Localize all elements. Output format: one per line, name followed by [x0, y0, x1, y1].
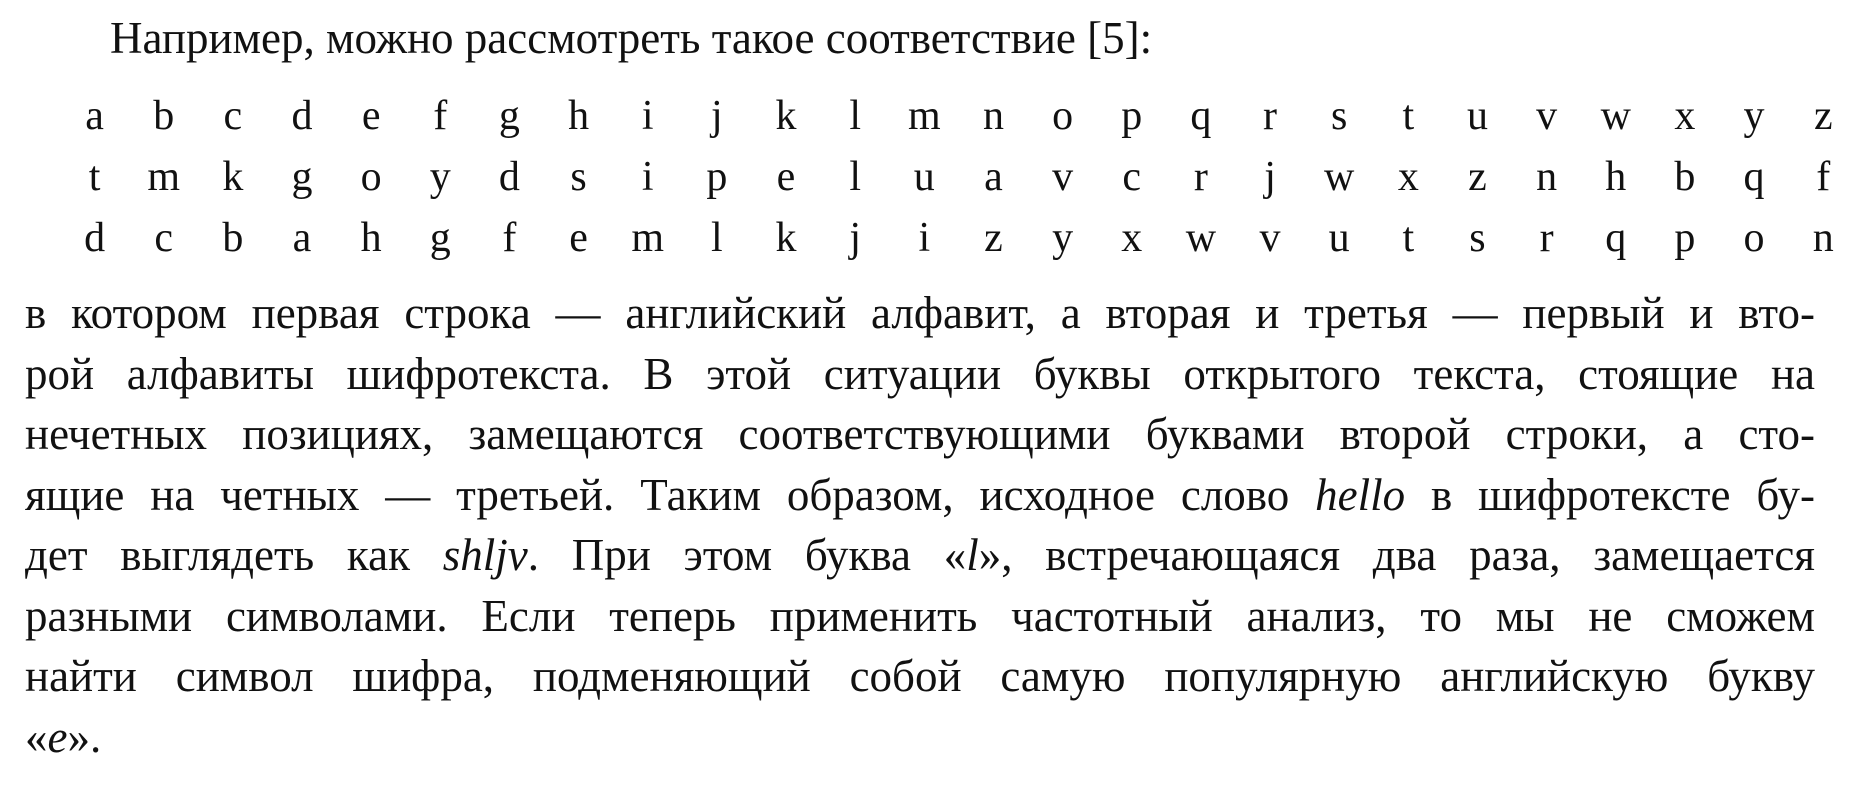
- alphabet-cell: h: [1605, 153, 1627, 200]
- italic-word: hello: [1315, 469, 1406, 520]
- alphabet-cell: b: [1674, 153, 1696, 200]
- alphabet-correspondence-table: [60, 85, 1858, 268]
- alphabet-cell: a: [292, 214, 312, 261]
- alphabet-cell: i: [641, 153, 654, 200]
- alphabet-cell: y: [1052, 214, 1074, 261]
- alphabet-cell: e: [361, 92, 381, 139]
- alphabet-cell: g: [498, 92, 520, 139]
- alphabet-row: [60, 207, 1858, 268]
- paragraph-line: в котором первая строка — английский алфавит, а вторая и третья — первый и вто-: [25, 288, 1815, 338]
- text-run: в шифротексте бу-: [1405, 469, 1815, 520]
- alphabet-cell: v: [1052, 153, 1074, 200]
- text-run: ящие на четных — третьей. Таким образом, исходное слово: [25, 469, 1316, 520]
- alphabet-cell: x: [1674, 92, 1696, 139]
- alphabet-cell: y: [1743, 92, 1765, 139]
- alphabet-cell: w: [1600, 92, 1631, 139]
- alphabet-cell: k: [775, 92, 797, 139]
- italic-word: shljv: [442, 530, 528, 580]
- alphabet-cell: x: [1121, 214, 1143, 261]
- alphabet-cell: z: [1468, 153, 1487, 200]
- text-run: . При этом буква «: [527, 530, 967, 580]
- alphabet-cell: m: [907, 92, 941, 139]
- alphabet-cell: b: [222, 214, 244, 261]
- alphabet-cell: k: [775, 214, 797, 261]
- paragraph-line: нечетных позициях, замещаются соответствующими буквами второй строки, а сто-: [25, 409, 1815, 459]
- alphabet-cell: h: [568, 92, 590, 139]
- alphabet-cell: t: [88, 153, 101, 200]
- alphabet-cell: t: [1402, 92, 1415, 139]
- alphabet-cell: p: [1674, 214, 1696, 261]
- alphabet-cell: a: [984, 153, 1003, 200]
- alphabet-cell: r: [1263, 92, 1278, 139]
- text-run: «: [25, 711, 48, 762]
- italic-letter: e: [47, 711, 68, 762]
- alphabet-cell: c: [223, 92, 243, 139]
- alphabet-cell: v: [1259, 214, 1281, 261]
- alphabet-cell: n: [1536, 153, 1558, 200]
- alphabet-row: [60, 146, 1858, 207]
- paragraph-line: [25, 465, 1815, 526]
- alphabet-cell: v: [1536, 92, 1558, 139]
- paragraph-line: [25, 525, 1815, 586]
- alphabet-cell: l: [849, 153, 861, 200]
- alphabet-cell: d: [291, 92, 313, 139]
- alphabet-cell: w: [1185, 214, 1217, 261]
- alphabet-cell: j: [849, 214, 861, 261]
- alphabet-cell: o: [1052, 92, 1074, 139]
- alphabet-cell: f: [502, 214, 517, 261]
- alphabet-cell: j: [1264, 153, 1276, 200]
- alphabet-row: [60, 85, 1858, 146]
- paragraph-line: найти символ шифра, подменяющий собой самую популярную английскую букву: [25, 651, 1815, 701]
- alphabet-cell: e: [776, 153, 796, 200]
- alphabet-cell: u: [1328, 214, 1350, 261]
- text-run: », встречающаяся два раза, замещается: [978, 530, 1815, 580]
- alphabet-cell: y: [429, 153, 451, 200]
- alphabet-cell: x: [1397, 153, 1419, 200]
- alphabet-cell: z: [984, 214, 1003, 261]
- alphabet-cell: p: [706, 153, 728, 200]
- alphabet-cell: f: [1816, 153, 1831, 200]
- paragraph-line: рой алфавиты шифротекста. В этой ситуации буквы открытого текста, стоящие на: [25, 348, 1815, 399]
- alphabet-cell: m: [147, 153, 181, 200]
- alphabet-cell: m: [631, 214, 665, 261]
- alphabet-cell: c: [154, 214, 174, 261]
- italic-letter: l: [966, 530, 979, 580]
- alphabet-cell: s: [1469, 214, 1486, 261]
- alphabet-cell: c: [1122, 153, 1142, 200]
- alphabet-cell: d: [498, 153, 520, 200]
- alphabet-cell: i: [918, 214, 931, 261]
- alphabet-cell: r: [1539, 214, 1554, 261]
- text-run: дет выглядеть как: [25, 530, 443, 580]
- paragraph-line: разными символами. Если теперь применить частотный анализ, то мы не сможем: [25, 590, 1815, 641]
- alphabet-cell: u: [913, 153, 935, 200]
- alphabet-cell: s: [1330, 92, 1348, 139]
- alphabet-cell: n: [1812, 214, 1834, 261]
- alphabet-cell: l: [849, 92, 861, 139]
- paragraph-line: [25, 707, 1815, 768]
- alphabet-cell: p: [1121, 92, 1143, 139]
- alphabet-cell: g: [429, 214, 451, 261]
- alphabet-cell: r: [1193, 153, 1208, 200]
- alphabet-cell: o: [360, 153, 382, 200]
- alphabet-cell: f: [433, 92, 448, 139]
- alphabet-cell: s: [570, 153, 587, 200]
- body-paragraph: [25, 283, 1815, 767]
- alphabet-cell: b: [153, 92, 175, 139]
- alphabet-cell: d: [84, 214, 106, 261]
- alphabet-cell: q: [1190, 92, 1212, 139]
- alphabet-cell: j: [711, 92, 723, 139]
- alphabet-cell: h: [360, 214, 382, 261]
- alphabet-cell: z: [1813, 92, 1833, 139]
- intro-sentence: Например, можно рассмотреть такое соответствие [5]:: [110, 13, 1153, 63]
- alphabet-cell: o: [1743, 214, 1765, 261]
- alphabet-cell: t: [1402, 214, 1415, 261]
- alphabet-cell: w: [1324, 153, 1355, 200]
- alphabet-cell: g: [291, 153, 313, 200]
- alphabet-cell: q: [1743, 153, 1765, 200]
- alphabet-cell: q: [1605, 214, 1627, 261]
- alphabet-cell: k: [222, 153, 244, 200]
- alphabet-cell: e: [569, 214, 588, 261]
- alphabet-cell: a: [85, 92, 104, 139]
- alphabet-cell: l: [711, 214, 723, 261]
- alphabet-cell: i: [641, 92, 654, 139]
- alphabet-cell: n: [982, 92, 1004, 139]
- alphabet-cell: u: [1466, 92, 1488, 139]
- text-run: ».: [67, 711, 102, 762]
